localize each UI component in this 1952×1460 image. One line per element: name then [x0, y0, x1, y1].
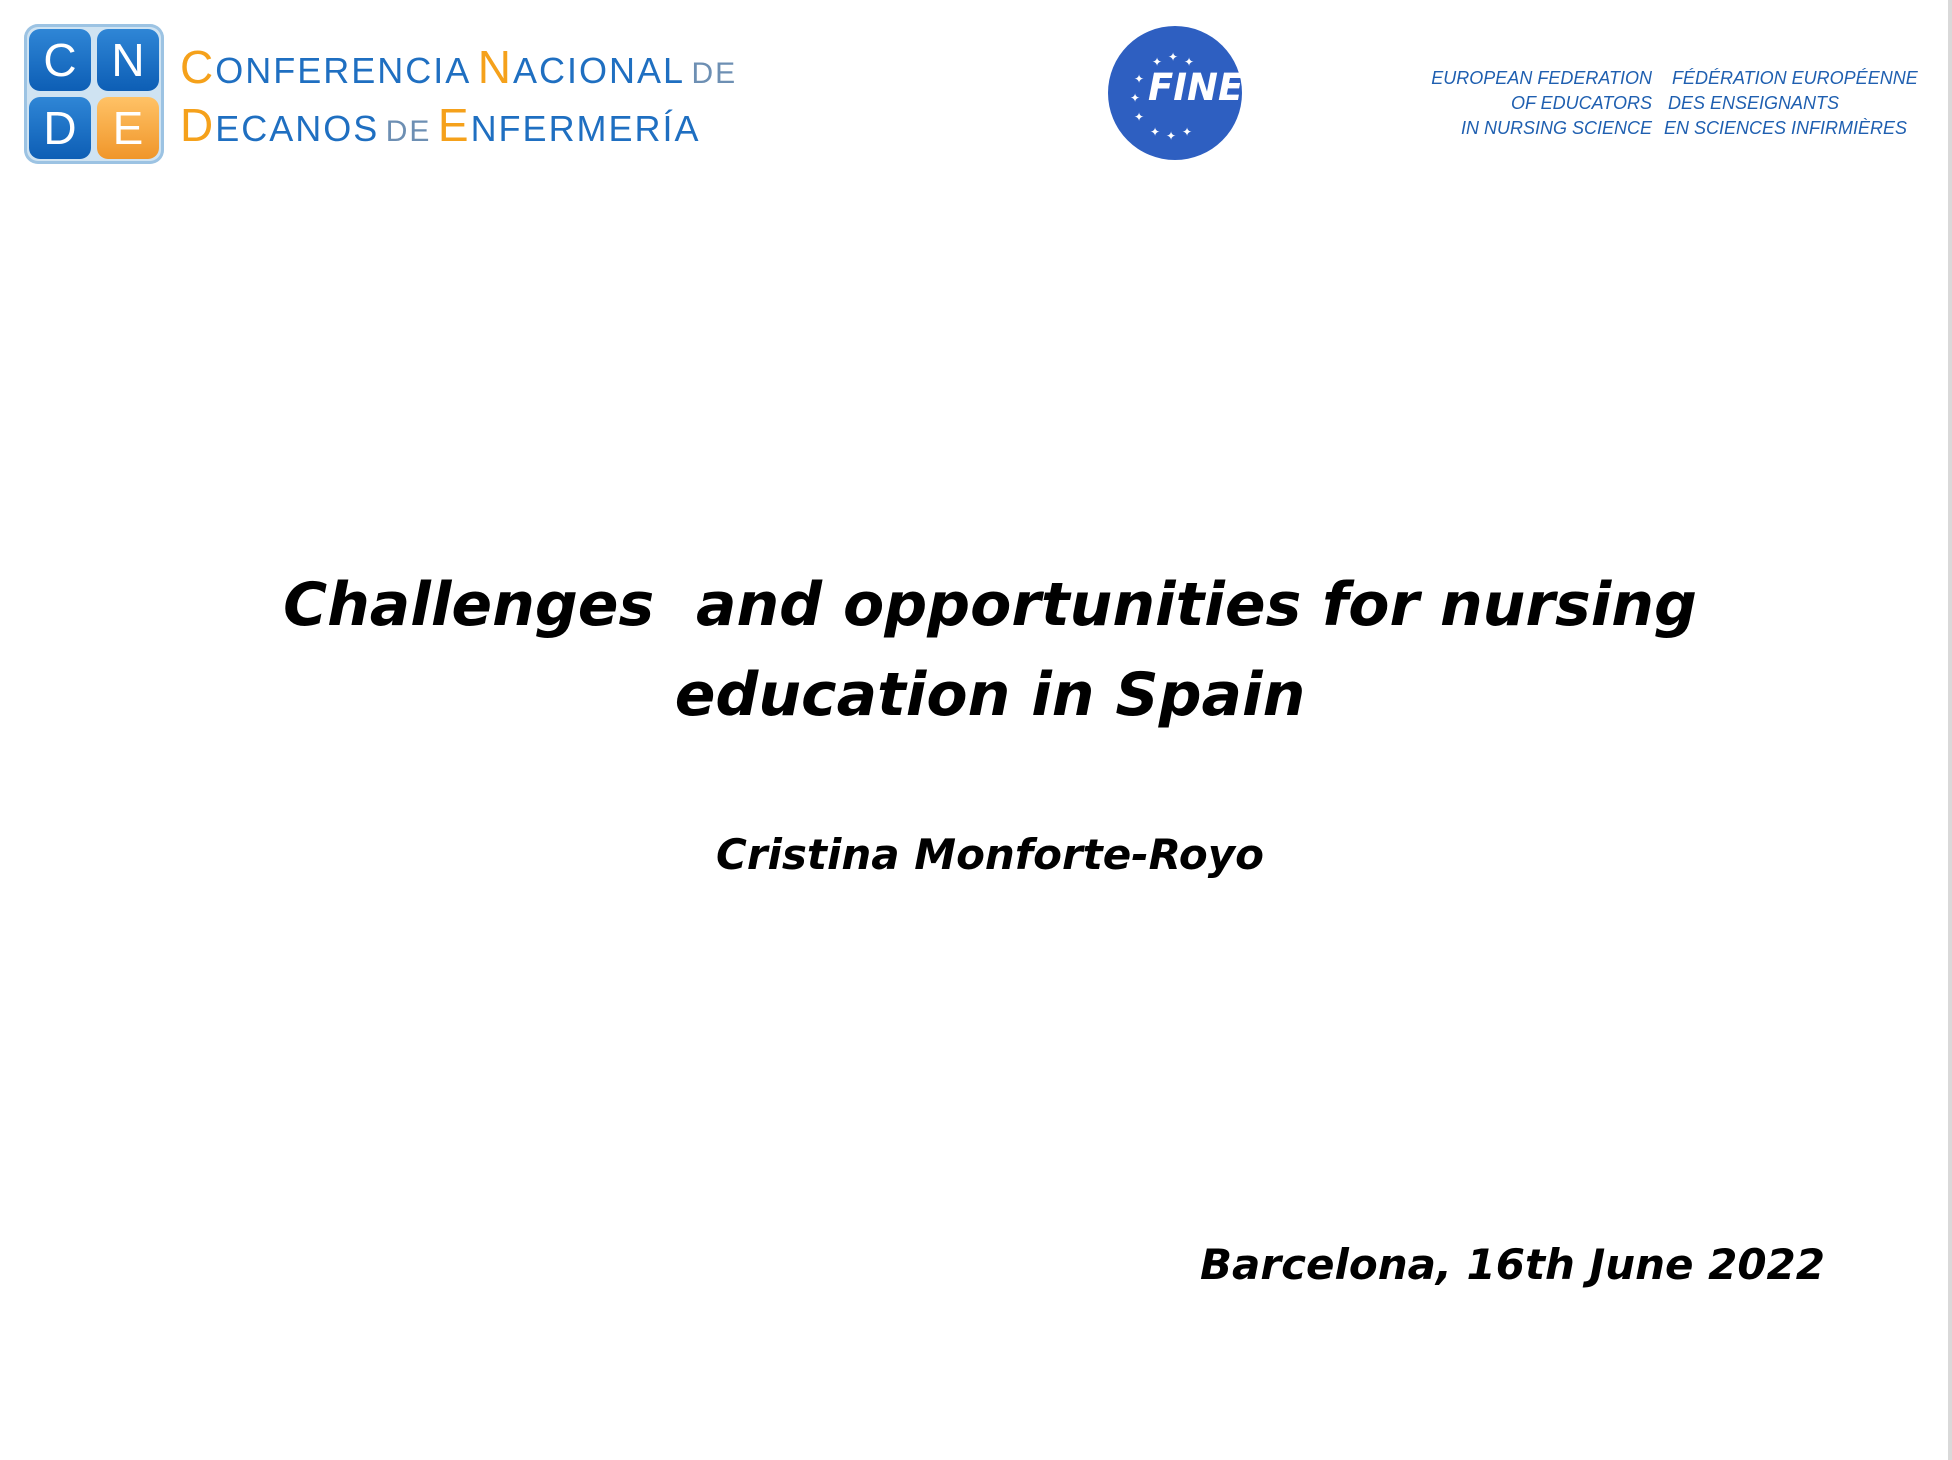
federation-line: FÉDÉRATION EUROPÉENNE	[1672, 68, 1918, 88]
cnde-line-2	[180, 98, 701, 152]
cnde-line-1	[180, 40, 737, 94]
federation-line: DES ENSEIGNANTS	[1668, 93, 1840, 113]
cnde-tile-n: N	[97, 29, 159, 91]
star-icon: ✦	[1182, 125, 1193, 139]
star-icon: ✦	[1168, 50, 1179, 64]
cnde-tile-d: D	[29, 97, 91, 159]
star-icon: ✦	[1134, 110, 1145, 124]
cnde-word: ACIONAL	[512, 50, 685, 91]
cnde-word: NFERMERÍA	[470, 108, 701, 149]
federation-line: OF EDUCATORS	[1510, 93, 1652, 113]
cnde-initial: E	[437, 99, 471, 151]
star-icon: ✦	[1152, 55, 1163, 69]
slide-title	[200, 560, 1780, 740]
federation-line: EUROPEAN FEDERATION	[1431, 68, 1652, 88]
cnde-initial: C	[180, 41, 216, 93]
federation-english	[1420, 66, 1652, 141]
slide-title-line: education in Spain	[674, 660, 1306, 730]
star-icon: ✦	[1150, 125, 1161, 139]
cnde-tile-e: E	[97, 97, 159, 159]
federation-french	[1660, 66, 1918, 141]
cnde-word: ECANOS	[215, 108, 380, 149]
fine-logo-text: FINE	[1148, 66, 1244, 109]
fine-logo	[1108, 26, 1242, 160]
cnde-word-de: DE	[691, 57, 738, 90]
cnde-word-de: DE	[385, 115, 432, 148]
slide-title-line: Challenges and opportunities for nursing	[283, 570, 1697, 640]
cnde-initial: D	[180, 99, 216, 151]
federation-line: IN NURSING SCIENCE	[1460, 118, 1652, 138]
cnde-logo	[24, 24, 164, 164]
place-date: Barcelona, 16th June 2022	[1200, 1240, 1825, 1289]
page-edge	[1948, 0, 1952, 1460]
star-icon: ✦	[1166, 129, 1177, 143]
author-name: Cristina Monforte-Royo	[716, 830, 1264, 879]
star-icon: ✦	[1134, 72, 1145, 86]
star-icon: ✦	[1184, 55, 1195, 69]
cnde-word: ONFERENCIA	[215, 50, 472, 91]
federation-line: EN SCIENCES INFIRMIÈRES	[1664, 118, 1908, 138]
cnde-tile-c: C	[29, 29, 91, 91]
star-icon: ✦	[1130, 91, 1141, 105]
cnde-initial: N	[477, 41, 513, 93]
